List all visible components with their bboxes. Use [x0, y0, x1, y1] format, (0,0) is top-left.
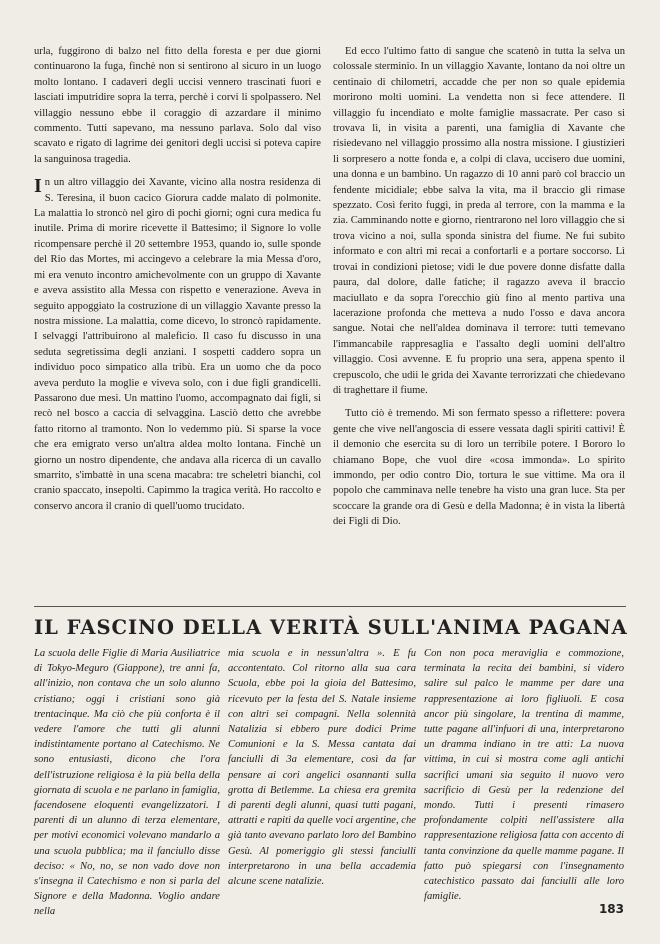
section-column-1 — [34, 646, 220, 920]
paragraph: Tutto ciò è tremendo. Mi son fermato spesso a riflettere: povera gente che vive nell'angoscia di essere vessata dagli spiriti cattivi! È il demonio che esercita su di loro un terribile potere. I Bororo lo chiamano Bope, che vuol dire «cosa immonda». Lo spirito immondo, per odio contro Dio, tortura le sue vittime. Ma ora il popolo che camminava nelle tenebre ha visto una gran luce. Sta per scoccare la grande ora di Gesù e della Madonna; è in vista la libertà dei Figli di Dio. — [333, 408, 625, 528]
paragraph: La scuola delle Figlie di Maria Ausiliatrice di Tokyo-Meguro (Giappone), tre anni fa, all'inizio, non contava che un solo alunno cristiano; oggi i cristiani sono già trentacinque. Ma ciò che più conforta è il vedere l'amore che tutti gli alunni indistintamente portano al Catechismo. Ne sono entusiasti, dicono che l'ora dell'istruzione religiosa è la più bella della giornata di scuola e ne parlano in famiglia, facendosene eloquenti evangelizzatori. I parenti di un alunno di terza elementare, per motivi economici volevano mandarlo a una scuola pubblica; ma il fanciullo disse deciso: « No, no, se non vado dove non s'insegna il Catechismo e non si parla del Signore e della Madonna. Voglio andare nella — [34, 648, 220, 918]
section-divider — [34, 606, 626, 607]
drop-cap: I — [34, 175, 42, 198]
section-column-3 — [424, 646, 624, 904]
paragraph-text: n un altro villaggio dei Xavante, vicino alla nostra residenza di S. Teresina, il buon cacico Giorura cadde malato di polmonite. La malattia lo stroncò nel giro di pochi giorni; ogni cura medica fu inutile. Prima di morire ricevette il Battesimo; il Signore lo volle ricompensare perchè il 20 settembre 1953, quando io, sulle sponde del Rio das Mortes, mi accingevo a celebrare la mia Messa d'oro, mi era venuto incontro amichevolmente con un gruppo di Xavante e aveva assistito alla Messa con rispetto e venerazione. Aveva in seguito appoggiato la costruzione di un villaggio Xavante presso la nostra missione. La malattia, come dicevo, lo stroncò rapidamente. I selvaggi l'attribuirono al maleficio. Il caso fu discusso in una seduta segretissima degli anziani. I sospetti caddero sopra un individuo poco simpatico alla tribù. Era un uomo che da poco aveva perduto la moglie e viveva solo, con i due figli grandicelli. Passarono due mesi. Un mattino l'uomo, accompagnato dai figli, si recò nel bosco a caccia di selvaggina. Lasciò detto che avrebbe fatto ritorno al tramonto. Non lo vedemmo più. Si sparse la voce che era emigrato verso un'altra aldea molto lontana. Finchè un giorno un nostro dipendente, che andava alla ricerca di un cavallo smarrito, s'imbattè in una scena macabra: tre scheletri bianchi, col cranio spaccato, insepolti. Capimmo la tragica verità. Ho raccolto e conservo ancora il cranio di quell'uomo trucidato. — [34, 177, 321, 512]
section-heading: IL FASCINO DELLA VERITÀ SULL'ANIMA PAGANA — [34, 616, 628, 639]
article-column-right — [333, 44, 625, 538]
section-column-2 — [228, 646, 416, 889]
paragraph: mia scuola e in nessun'altra ». E fu accontentato. Col ritorno alla sua cara Scuola, ebbe poi la gioia del Battesimo, ricevuto per la festa del S. Natale insieme con altri sei compagni. Nella solennità Natalizia si ebbero pure dodici Prime Comunioni e la S. Messa cantata dai fanciulli di 3a elementare, così da far pensare ai cori angelici osannanti sulla grotta di Betlemme. La chiesa era gremita di parenti degli alunni, quasi tutti pagani, attratti e rapiti da quelle voci argentine, che già tanto avevano parlato loro del Bambino Gesù. Al pomeriggio gli stessi fanciulli interpretarono in una bella accademia alcune scene natalizie. — [228, 648, 416, 888]
paragraph: Con non poca meraviglia e commozione, terminata la recita dei bambini, si videro salire sul palco le mamme per dare una rappresentazione ai loro figliuoli. E cosa ancor più singolare, la trentina di mamme, tutte pagane all'infuori di una, interpretarono un dramma indiano in tre atti: La nuova vittima, in cui si mostra come agli antichi sacrifici umani sia seguito il nuovo vero sacrificio di Gesù per la redenzione del mondo. Tutti i presenti rimasero profondamente colpiti nell'assistere alla rappresentazione religiosa fatta con accento di tanta convinzione da quelle mamme pagane. Il fatto può spiegarsi con l'insegnamento catechistico passato dai fanciulli alle loro famiglie. — [424, 648, 624, 903]
paragraph: Ed ecco l'ultimo fatto di sangue che scatenò in tutta la selva un colossale sterminio. In un villaggio Xavante, lontano da noi oltre un centinaio di chilometri, accadde che per non so quale epidemia morirono molti uomini. La vendetta non si fece attendere. Il villaggio fu incendiato e molte famiglie massacrate. Per caso si trovava lì, in visita a parenti, una famiglia di Xavante che risiedevano nel villaggio prossimo alla nostra missione. I giustizieri li sorpresero a notte fonda e, a colpi di clava, uccisero due uomini, una donna e un bambino. Un ragazzo di 10 anni parò col braccio un fendente micidiale; ebbe salva la vita, ma il braccio gli rimase spezzato. Così ferito fuggì, in preda al terrore, con la mamma e la zia. Camminando notte e giorno, rientrarono nel loro villaggio che si trova vicino a noi, sulla sponda sinistra del fiume. Ne fui subito informato e con altri mi recai a confortarli e a portare soccorso. Lì trovai in condizioni pietose; vidi le due povere donne disfatte dalla paura, dal dolore, dalle fatiche; il ragazzo aveva il braccio maciullato e da sopra l'orecchio giù fino al mento partiva una lacerazione profonda che metteva a nudo l'osso e dava ancora sangue. Notai che nell'aldea dominava il terrore: tutti temevano l'immancabile rappresaglia e l'assalto degli uomini dell'altro villaggio. Così avvenne. E fu proprio una sera, appena spento il crepuscolo, che udii le grida dei Xavante terrorizzati che chiedevano di traghettare il fiume. — [333, 46, 625, 396]
paragraph — [34, 175, 321, 514]
page-number: 183 — [598, 902, 624, 916]
paragraph: urla, fuggirono di balzo nel fitto della foresta e per due giorni continuarono la fuga, finchè non si sentirono al sicuro in un luogo molto lontano. I cadaveri degli uccisi vennero trascinati fuori e lasciati imputridire sopra la terra, perchè i corvi li spolpassero. Nel villaggio nessuno ebbe il coraggio di azzardare il minimo commento. Tutti sapevano, ma nessuno parlava. Solo dal viso scavato e rigato di lagrime dei genitori degli uccisi si poteva capire la sanguinosa tragedia. — [34, 46, 321, 165]
article-column-left — [34, 44, 321, 522]
